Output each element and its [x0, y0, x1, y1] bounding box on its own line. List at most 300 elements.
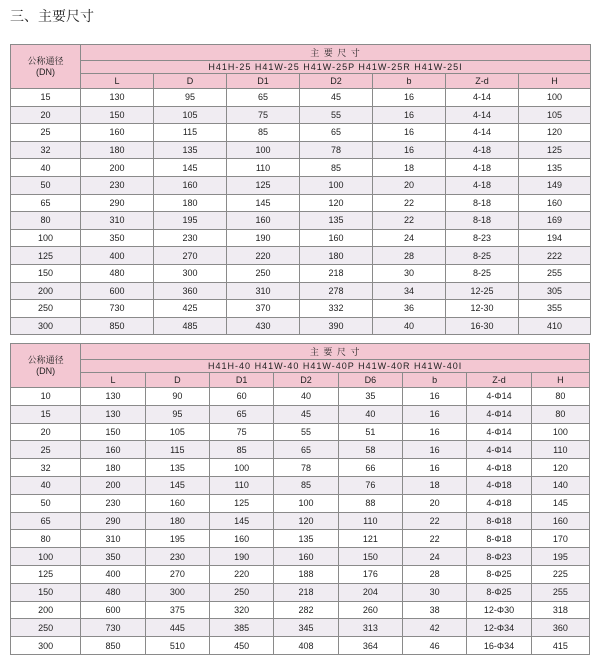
table-cell: 95: [154, 89, 227, 107]
dn-cell: 10: [11, 388, 81, 406]
table-cell: 375: [145, 601, 209, 619]
dn-cell: 65: [11, 512, 81, 530]
table-cell: 130: [81, 388, 145, 406]
table-cell: 220: [227, 247, 300, 265]
table-cell: 34: [373, 282, 446, 300]
table-cell: 160: [145, 494, 209, 512]
table-cell: 22: [373, 194, 446, 212]
table-cell: 120: [300, 194, 373, 212]
table-cell: 400: [81, 565, 145, 583]
table-cell: 12-Φ30: [467, 601, 531, 619]
table-cell: 8-Φ18: [467, 512, 531, 530]
dn-cell: 150: [11, 264, 81, 282]
col-header: D2: [300, 74, 373, 89]
table-cell: 65: [210, 405, 274, 423]
table-cell: 510: [145, 637, 209, 655]
table-cell: 85: [227, 124, 300, 142]
dimensions-table-pn40: [10, 343, 590, 655]
col-header: H: [531, 373, 589, 388]
dn-cell: 80: [11, 212, 81, 230]
table-cell: 600: [81, 601, 145, 619]
table-cell: 400: [81, 247, 154, 265]
table-cell: 195: [145, 530, 209, 548]
table-cell: 16: [403, 441, 467, 459]
table-cell: 20: [403, 494, 467, 512]
table-cell: 200: [81, 159, 154, 177]
table-cell: 24: [403, 548, 467, 566]
table-cell: 160: [210, 530, 274, 548]
dn-label-line2: (DN): [36, 365, 56, 376]
table-cell: 425: [154, 300, 227, 318]
table-row: [11, 229, 591, 247]
table-cell: 8-Φ23: [467, 548, 531, 566]
dn-cell: 65: [11, 194, 81, 212]
table-cell: 150: [81, 106, 154, 124]
table-cell: 345: [274, 619, 338, 637]
table-cell: 90: [145, 388, 209, 406]
table-cell: 160: [81, 441, 145, 459]
dn-cell: 15: [11, 89, 81, 107]
table-cell: 80: [531, 405, 589, 423]
table-cell: 255: [519, 264, 591, 282]
table-cell: 75: [227, 106, 300, 124]
table-cell: 135: [300, 212, 373, 230]
table-cell: 270: [154, 247, 227, 265]
table-cell: 16: [403, 405, 467, 423]
table-cell: 180: [81, 141, 154, 159]
table-cell: 4-14: [446, 89, 519, 107]
table-cell: 88: [338, 494, 402, 512]
table-cell: 180: [145, 512, 209, 530]
table-cell: 125: [227, 176, 300, 194]
table-cell: 120: [274, 512, 338, 530]
table-cell: 4-Φ18: [467, 459, 531, 477]
table-cell: 370: [227, 300, 300, 318]
dimensions-table-pn25: [10, 44, 591, 335]
table-cell: 8-25: [446, 264, 519, 282]
table-cell: 180: [300, 247, 373, 265]
table-row: [11, 601, 590, 619]
table-cell: 4-Φ18: [467, 494, 531, 512]
table-cell: 250: [227, 264, 300, 282]
main-dimensions-header: 主 要 尺 寸: [81, 344, 590, 360]
dn-cell: 20: [11, 423, 81, 441]
table-cell: 150: [81, 423, 145, 441]
table-cell: 194: [519, 229, 591, 247]
table-cell: 160: [519, 194, 591, 212]
table-cell: 260: [338, 601, 402, 619]
table-cell: 230: [154, 229, 227, 247]
table-cell: 204: [338, 583, 402, 601]
table-cell: 12-30: [446, 300, 519, 318]
table-cell: 730: [81, 619, 145, 637]
table-cell: 65: [227, 89, 300, 107]
table-cell: 110: [227, 159, 300, 177]
table-cell: 390: [300, 317, 373, 335]
col-header: D1: [227, 74, 300, 89]
col-header: D6: [338, 373, 402, 388]
dn-cell: 40: [11, 159, 81, 177]
table-cell: 218: [300, 264, 373, 282]
dn-cell: 125: [11, 247, 81, 265]
table-cell: 4-Φ14: [467, 405, 531, 423]
table-cell: 180: [154, 194, 227, 212]
table-row: [11, 300, 591, 318]
table-cell: 78: [300, 141, 373, 159]
table-cell: 18: [403, 476, 467, 494]
table-cell: 55: [300, 106, 373, 124]
table-cell: 22: [403, 530, 467, 548]
table-cell: 850: [81, 637, 145, 655]
table-cell: 130: [81, 405, 145, 423]
table-cell: 145: [531, 494, 589, 512]
table-cell: 195: [531, 548, 589, 566]
table-cell: 150: [338, 548, 402, 566]
table-cell: 40: [338, 405, 402, 423]
table-cell: 410: [519, 317, 591, 335]
table-cell: 16: [373, 141, 446, 159]
dn-label-line2: (DN): [36, 66, 55, 77]
table-cell: 100: [519, 89, 591, 107]
table-cell: 105: [145, 423, 209, 441]
table-cell: 4-Φ14: [467, 388, 531, 406]
table-cell: 55: [274, 423, 338, 441]
col-header: b: [403, 373, 467, 388]
table-cell: 270: [145, 565, 209, 583]
table-cell: 110: [210, 476, 274, 494]
table-cell: 170: [531, 530, 589, 548]
table-cell: 230: [145, 548, 209, 566]
table-cell: 145: [145, 476, 209, 494]
table-cell: 130: [81, 89, 154, 107]
table-cell: 100: [210, 459, 274, 477]
dn-cell: 32: [11, 141, 81, 159]
table-row: [11, 583, 590, 601]
table-cell: 300: [154, 264, 227, 282]
table-cell: 105: [154, 106, 227, 124]
table-cell: 310: [81, 212, 154, 230]
table-cell: 4-18: [446, 141, 519, 159]
dn-cell: 15: [11, 405, 81, 423]
table-cell: 46: [403, 637, 467, 655]
table-cell: 850: [81, 317, 154, 335]
table-row: [11, 141, 591, 159]
table-row: [11, 459, 590, 477]
table-cell: 190: [227, 229, 300, 247]
table-cell: 100: [274, 494, 338, 512]
col-header: L: [81, 74, 154, 89]
dn-cell: 200: [11, 282, 81, 300]
main-dimensions-header: 主 要 尺 寸: [81, 45, 591, 61]
table-row: [11, 194, 591, 212]
dn-cell: 50: [11, 494, 81, 512]
table-row: [11, 441, 590, 459]
table-cell: 22: [373, 212, 446, 230]
table-cell: 16: [373, 106, 446, 124]
table-cell: 305: [519, 282, 591, 300]
table-row: [11, 247, 591, 265]
dn-cell: 200: [11, 601, 81, 619]
table-cell: 350: [81, 548, 145, 566]
table-cell: 22: [403, 512, 467, 530]
col-header: D1: [210, 373, 274, 388]
col-header: D: [154, 74, 227, 89]
col-header: Z-d: [467, 373, 531, 388]
table-cell: 12-Φ34: [467, 619, 531, 637]
dn-cell: 300: [11, 637, 81, 655]
table-cell: 310: [81, 530, 145, 548]
table-cell: 24: [373, 229, 446, 247]
table-cell: 120: [519, 124, 591, 142]
table-cell: 290: [81, 512, 145, 530]
table-cell: 230: [81, 176, 154, 194]
table-cell: 100: [227, 141, 300, 159]
table-cell: 115: [145, 441, 209, 459]
table-cell: 310: [227, 282, 300, 300]
table-cell: 225: [531, 565, 589, 583]
table-cell: 35: [338, 388, 402, 406]
dn-cell: 25: [11, 441, 81, 459]
table-cell: 8-25: [446, 247, 519, 265]
table-cell: 160: [81, 124, 154, 142]
table-row: [11, 264, 591, 282]
table-cell: 220: [210, 565, 274, 583]
table-cell: 160: [274, 548, 338, 566]
table-cell: 75: [210, 423, 274, 441]
dn-cell: 80: [11, 530, 81, 548]
table-cell: 12-25: [446, 282, 519, 300]
table-cell: 250: [210, 583, 274, 601]
dn-cell: 50: [11, 176, 81, 194]
dn-cell: 125: [11, 565, 81, 583]
table-cell: 4-14: [446, 124, 519, 142]
table-cell: 8-23: [446, 229, 519, 247]
table-cell: 105: [519, 106, 591, 124]
table-cell: 180: [81, 459, 145, 477]
table-cell: 16: [403, 388, 467, 406]
table-cell: 36: [373, 300, 446, 318]
table-cell: 222: [519, 247, 591, 265]
table-row: [11, 159, 591, 177]
table-cell: 58: [338, 441, 402, 459]
table-cell: 355: [519, 300, 591, 318]
table-row: [11, 212, 591, 230]
table-cell: 8-Φ25: [467, 583, 531, 601]
table-cell: 4-18: [446, 159, 519, 177]
table-cell: 16-Φ34: [467, 637, 531, 655]
dn-cell: 150: [11, 583, 81, 601]
table-cell: 8-18: [446, 212, 519, 230]
dn-cell: 250: [11, 619, 81, 637]
table-cell: 200: [81, 476, 145, 494]
table-cell: 135: [145, 459, 209, 477]
table-cell: 4-18: [446, 176, 519, 194]
model-list: H41H-25 H41W-25 H41W-25P H41W-25R H41W-25I: [81, 61, 591, 74]
table-cell: 730: [81, 300, 154, 318]
table-cell: 160: [154, 176, 227, 194]
table-cell: 480: [81, 583, 145, 601]
table-cell: 16: [373, 124, 446, 142]
table-cell: 4-14: [446, 106, 519, 124]
table-cell: 140: [531, 476, 589, 494]
table-cell: 45: [274, 405, 338, 423]
table-cell: 20: [373, 176, 446, 194]
table-cell: 125: [519, 141, 591, 159]
table-cell: 16-30: [446, 317, 519, 335]
table-cell: 100: [531, 423, 589, 441]
table-row: [11, 176, 591, 194]
table-cell: 85: [300, 159, 373, 177]
table-cell: 385: [210, 619, 274, 637]
table-cell: 145: [210, 512, 274, 530]
table-cell: 30: [373, 264, 446, 282]
table-cell: 40: [373, 317, 446, 335]
table-cell: 190: [210, 548, 274, 566]
table-cell: 364: [338, 637, 402, 655]
table-cell: 51: [338, 423, 402, 441]
col-header: D: [145, 373, 209, 388]
table-cell: 160: [531, 512, 589, 530]
col-header: L: [81, 373, 145, 388]
table-row: [11, 494, 590, 512]
table-cell: 313: [338, 619, 402, 637]
table-row: [11, 619, 590, 637]
table-cell: 176: [338, 565, 402, 583]
table-row: [11, 89, 591, 107]
table-cell: 450: [210, 637, 274, 655]
table-cell: 16: [403, 423, 467, 441]
dn-cell: 32: [11, 459, 81, 477]
dn-cell: 100: [11, 548, 81, 566]
model-list: H41H-40 H41W-40 H41W-40P H41W-40R H41W-40I: [81, 360, 590, 373]
dn-cell: 40: [11, 476, 81, 494]
col-header: H: [519, 74, 591, 89]
table-cell: 430: [227, 317, 300, 335]
table-cell: 121: [338, 530, 402, 548]
table-row: [11, 530, 590, 548]
table-cell: 65: [300, 124, 373, 142]
table-cell: 320: [210, 601, 274, 619]
table-cell: 135: [519, 159, 591, 177]
table-row: [11, 565, 590, 583]
table-cell: 110: [338, 512, 402, 530]
table-cell: 145: [227, 194, 300, 212]
dn-cell: 20: [11, 106, 81, 124]
table-cell: 318: [531, 601, 589, 619]
table-cell: 125: [210, 494, 274, 512]
table-cell: 8-Φ18: [467, 530, 531, 548]
table-cell: 30: [403, 583, 467, 601]
table-cell: 66: [338, 459, 402, 477]
table-row: [11, 476, 590, 494]
table-cell: 8-18: [446, 194, 519, 212]
table-row: [11, 124, 591, 142]
table-row: [11, 106, 591, 124]
table-cell: 60: [210, 388, 274, 406]
table-row: [11, 388, 590, 406]
dn-label-line1: 公称通径: [27, 55, 64, 66]
table-cell: 445: [145, 619, 209, 637]
table-cell: 480: [81, 264, 154, 282]
table-cell: 115: [154, 124, 227, 142]
table-cell: 300: [145, 583, 209, 601]
dn-cell: 25: [11, 124, 81, 142]
table-cell: 218: [274, 583, 338, 601]
table-cell: 600: [81, 282, 154, 300]
table-cell: 4-Φ18: [467, 476, 531, 494]
table-cell: 85: [210, 441, 274, 459]
dn-cell: 300: [11, 317, 81, 335]
table-cell: 45: [300, 89, 373, 107]
table-cell: 135: [154, 141, 227, 159]
table-cell: 4-Φ14: [467, 441, 531, 459]
table-cell: 332: [300, 300, 373, 318]
table-cell: 95: [145, 405, 209, 423]
table-row: [11, 548, 590, 566]
table-cell: 28: [403, 565, 467, 583]
table-cell: 16: [373, 89, 446, 107]
table-row: [11, 282, 591, 300]
dn-cell: 250: [11, 300, 81, 318]
table-cell: 8-Φ25: [467, 565, 531, 583]
table-cell: 76: [338, 476, 402, 494]
dn-header: [11, 344, 81, 388]
table-row: [11, 317, 591, 335]
table-cell: 485: [154, 317, 227, 335]
table-cell: 40: [274, 388, 338, 406]
dn-cell: 100: [11, 229, 81, 247]
table-cell: 85: [274, 476, 338, 494]
table-row: [11, 637, 590, 655]
table-cell: 145: [154, 159, 227, 177]
table-cell: 135: [274, 530, 338, 548]
table-cell: 78: [274, 459, 338, 477]
table-row: [11, 405, 590, 423]
table-cell: 195: [154, 212, 227, 230]
table-cell: 360: [154, 282, 227, 300]
table-cell: 80: [531, 388, 589, 406]
table-cell: 38: [403, 601, 467, 619]
table-cell: 230: [81, 494, 145, 512]
table-cell: 188: [274, 565, 338, 583]
table-cell: 4-Φ14: [467, 423, 531, 441]
table-cell: 160: [227, 212, 300, 230]
table-cell: 255: [531, 583, 589, 601]
table-cell: 282: [274, 601, 338, 619]
table-cell: 100: [300, 176, 373, 194]
col-header: D2: [274, 373, 338, 388]
table-cell: 350: [81, 229, 154, 247]
table-cell: 160: [300, 229, 373, 247]
table-cell: 290: [81, 194, 154, 212]
table-cell: 278: [300, 282, 373, 300]
table-cell: 149: [519, 176, 591, 194]
table-cell: 408: [274, 637, 338, 655]
table-cell: 415: [531, 637, 589, 655]
table-cell: 28: [373, 247, 446, 265]
table-cell: 169: [519, 212, 591, 230]
dn-label-line1: 公称通径: [27, 354, 64, 365]
table-cell: 16: [403, 459, 467, 477]
table-row: [11, 423, 590, 441]
table-cell: 120: [531, 459, 589, 477]
section-title: 三、主要尺寸: [10, 8, 94, 24]
dn-header: [11, 45, 81, 89]
table-cell: 110: [531, 441, 589, 459]
col-header: b: [373, 74, 446, 89]
table-cell: 42: [403, 619, 467, 637]
table-cell: 360: [531, 619, 589, 637]
